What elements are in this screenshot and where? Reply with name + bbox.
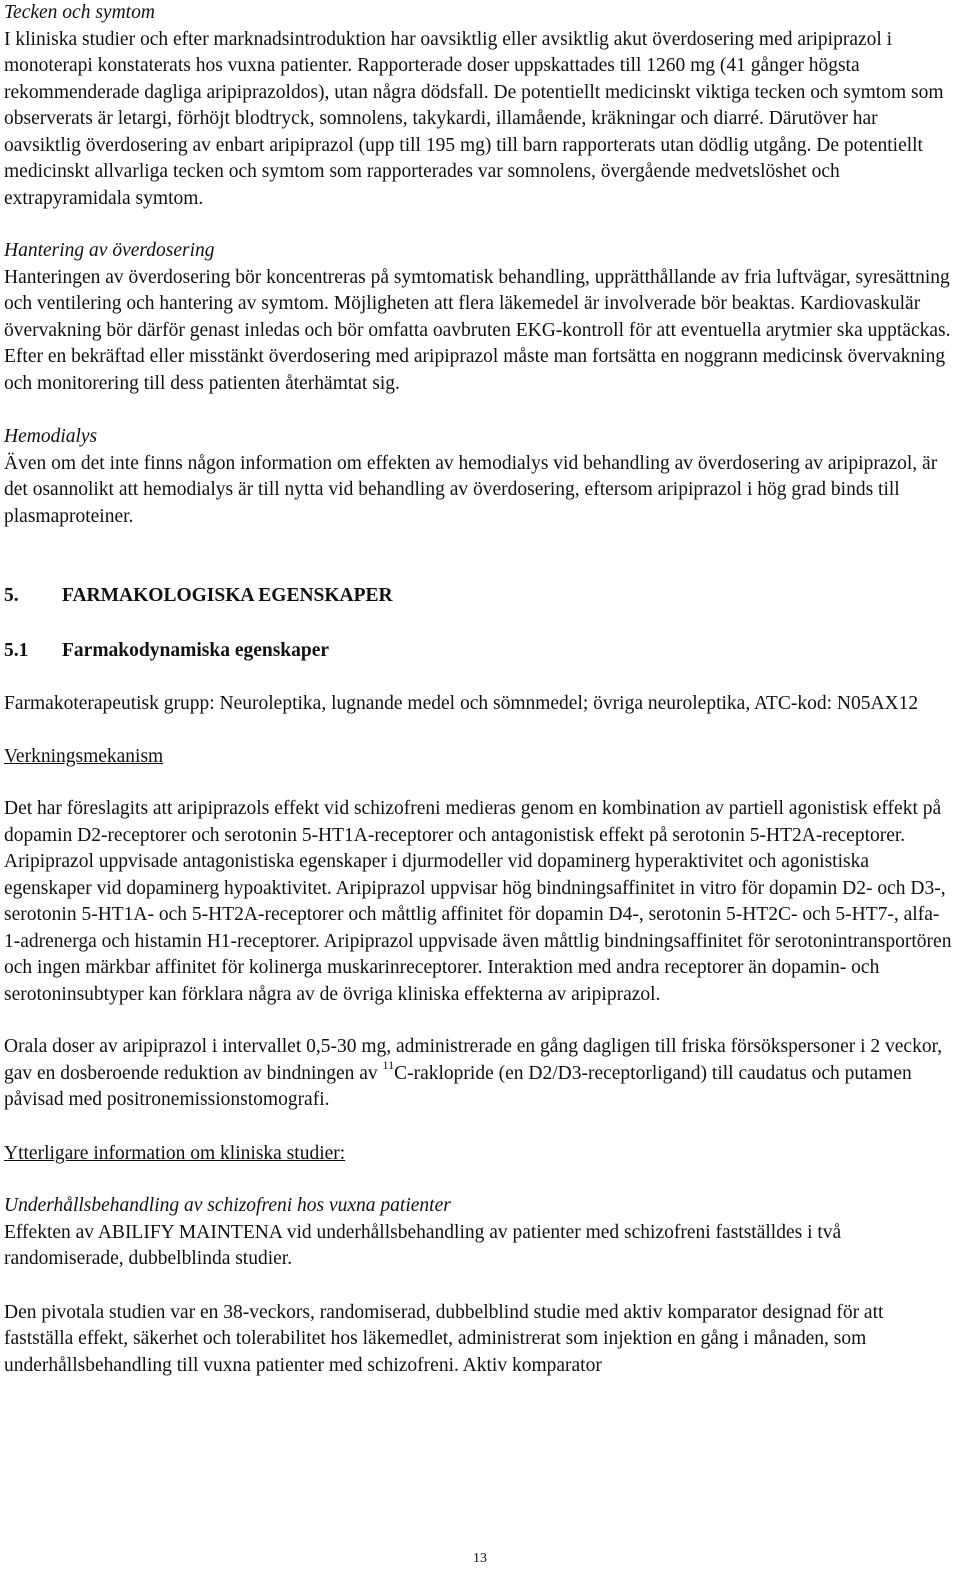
section-heading-overdose-management: Hantering av överdosering (4, 240, 215, 261)
section-5-1-heading (4, 638, 954, 665)
pharmacotherapeutic-group: Farmakoterapeutisk grupp: Neuroleptika, lugnande medel och sömnmedel; övriga neuroleptika, ATC-kod: N05AX12 (4, 693, 919, 714)
oral-doses-text-start: Orala doser av aripiprazol i intervallet 0,5-30 mg, administrerade en gång dagligen till friska försökspersoner i 2 veckor, gav en dosberoende reduktion av bindningen av (4, 1036, 943, 1084)
mechanism-paragraph: Det har föreslagits att aripiprazols effekt vid schizofreni medieras genom en kombination av partiell agonistisk effekt på dopamin D2-receptorer och serotonin 5-HT1A-receptorer och antagonistisk effekt på serotonin 5-HT2A-receptorer. Aripiprazol uppvisade antagonistiska egenskaper i djurmodeller vid dopaminerg hyperaktivitet och agonistiska egenskaper vid dopaminerg hypoaktivitet. Aripiprazol uppvisar hög bindningsaffinitet in vitro för dopamin D2- och D3-, serotonin 5-HT1A- och 5-HT2A-receptorer och måttlig affinitet för dopamin D4-, serotonin 5-HT2C- och 5-HT7-, alfa-1-adrenerga och histamin H1-receptorer. Aripiprazol uppvisade även måttlig bindningsaffinitet för serotonintransportören och ingen märkbar affinitet för kolinerga muskarinreceptorer. Interaktion med andra receptorer än dopamin- och serotoninsubtyper kan förklara några av de övriga kliniska effekterna av aripiprazol. (4, 798, 952, 1005)
isotope-superscript: 11 (382, 1058, 395, 1072)
paragraph-hemodialysis: Även om det inte finns någon information om effekten av hemodialys vid behandling av överdosering av aripiprazol, är det osannolikt att hemodialys är till nytta vid behandling av överdosering, eftersom aripiprazol i hög grad binds till plasmaproteiner. (4, 452, 938, 527)
maintenance-treatment-paragraph: Effekten av ABILIFY MAINTENA vid underhållsbehandling av patienter med schizofreni fastställdes i två randomiserade, dubbelblinda studier. (4, 1221, 842, 1269)
section-heading-hemodialysis: Hemodialys (4, 426, 98, 447)
section-5-1-title: Farmakodynamiska egenskaper (62, 639, 330, 661)
section-5-number: 5. (4, 585, 19, 606)
pivotal-study-paragraph: Den pivotala studien var en 38-veckors, randomiserad, dubbelblind studie med aktiv komparator designad för att fastställa effekt, säkerhet och tolerabilitet hos läkemedlet, administrerat som injektion en gång i månaden, som underhållsbehandling till vuxna patienter med schizofreni. Aktiv komparator (4, 1301, 884, 1376)
section-heading-signs-symptoms: Tecken och symtom (4, 2, 155, 23)
section-5-title: FARMAKOLOGISKA EGENSKAPER (62, 585, 393, 606)
paragraph-overdose-management: Hanteringen av överdosering bör koncentreras på symtomatisk behandling, upprätthållande av fria luftvägar, syresättning och ventilering och hantering av symtom. Möjligheten att flera läkemedel är involverade bör beaktas. Kardiovaskulär övervakning bör därför genast inledas och bör omfatta oavbruten EKG-kontroll för att eventuella arytmier ska upptäckas. Efter en bekräftad eller misstänkt överdosering med aripiprazol måste man fortsätta en noggrann medicinsk övervakning och monitorering till dess patienten återhämtat sig. (4, 266, 951, 394)
document-page (4, 0, 954, 1379)
paragraph-signs-symptoms: I kliniska studier och efter marknadsintroduktion har oavsiktlig eller avsiktlig akut överdosering med aripiprazol i monoterapi konstaterats hos vuxna patienter. Rapporterade doser uppskattades till 1260 mg (41 gånger högsta rekommenderade dagliga aripiprazoldos), utan några dödsfall. De potentiellt medicinskt viktiga tecken och symtom som observerats är letargi, förhöjt blodtryck, somnolens, takykardi, illamående, kräkningar och diarré. Därutöver har oavsiktlig överdosering av enbart aripiprazol (upp till 195 mg) till barn rapporterats utan dödlig utgång. De potentiellt medicinskt allvarliga tecken och symtom som rapporterades var somnolens, övergående medvetslöshet och extrapyramidala symtom. (4, 28, 944, 209)
section-5-heading (4, 583, 954, 610)
oral-doses-paragraph (4, 1034, 954, 1114)
section-5-1-number: 5.1 (4, 639, 29, 661)
maintenance-treatment-heading: Underhållsbehandling av schizofreni hos vuxna patienter (4, 1195, 451, 1216)
oral-doses-text-end: C-raklopride (en D2/D3-receptorligand) till caudatus och putamen påvisad med positronemissionstomografi. (4, 1062, 912, 1110)
mechanism-heading: Verkningsmekanism (4, 745, 164, 767)
page-number: 13 (473, 1551, 487, 1566)
additional-clinical-info-heading: Ytterligare information om kliniska studier: (4, 1142, 346, 1164)
